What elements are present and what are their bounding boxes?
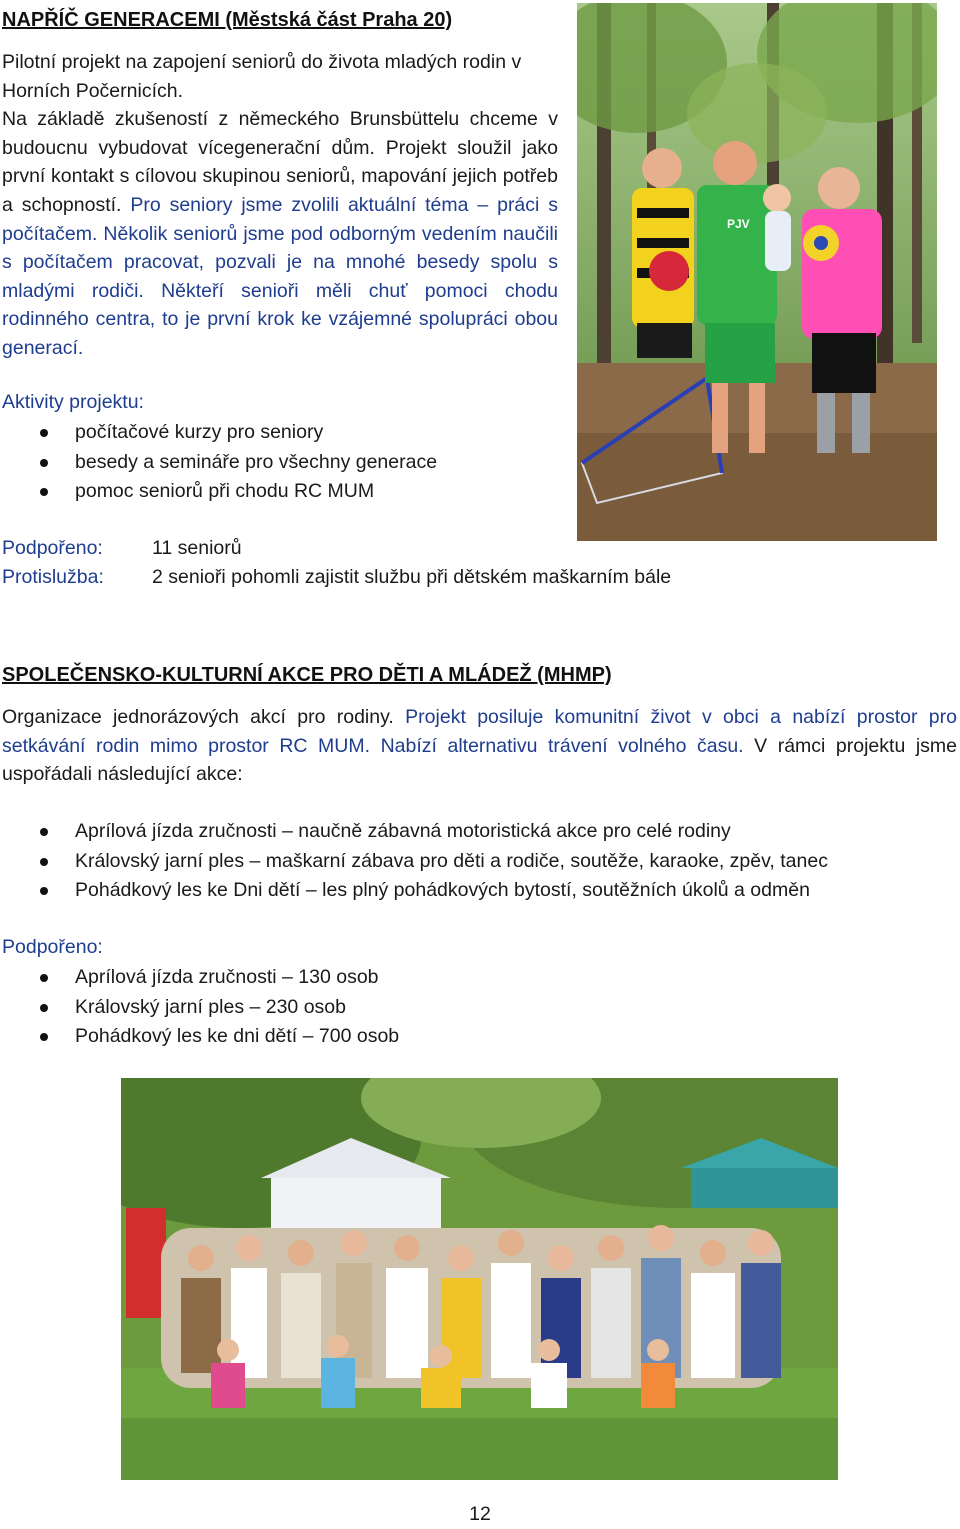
bullet-icon [40,488,48,496]
bullet-icon [40,828,48,836]
section2-para-a: Organizace jednorázových akcí pro rodiny. [2,706,394,728]
supported-value: 11 seniorů [152,537,242,559]
activity-label: pomoc seniorů při chodu RC MUM [75,480,375,502]
bullet-icon [40,1004,48,1012]
activity-label: besedy a semináře pro všechny generace [75,450,438,473]
section2-intro [2,703,957,789]
activities-label: Aktivity projektu: [2,391,144,413]
supported-item: Aprílová jízda zručnosti – 130 osob [75,966,379,988]
section2-para-b: Projekt posiluje komunitní život v obci a nabízí prostor pro setkávání rodin mimo prostor RC MUM. Nabízí alternativu trávení volného času. [2,706,957,757]
activity-label: počítačové kurzy pro seniory [75,421,324,443]
supported-list [0,963,960,1052]
list-item [0,418,560,448]
list-item [0,448,560,478]
family-forest-photo [577,3,937,541]
activities-list [0,418,560,507]
service-label: Protislužba: [2,565,104,588]
section1-blue-text: Pro seniory jsme zvolili aktuální téma – práci s počítačem. Několik seniorů jsme pod odborným vedením naučili s počítačem pracovat, pozvali je na mnohé besedy spolu s mladými rodiči. Někteří senioři měli chuť pomoci chodu rodinného centra, to je první krok ke vzájemné spolupráci obou generací. [2,193,558,359]
group-costume-photo [121,1078,838,1480]
section2-heading: SPOLEČENSKO-KULTURNÍ AKCE PRO DĚTI A MLÁDEŽ (MHMP) [2,664,612,686]
service-value: 2 senioři pohomli zajistit službu při dětském maškarním bále [152,565,672,588]
section2-para-c: V rámci projektu jsme uspořádali následující akce: [2,734,957,786]
bullet-icon [40,1033,48,1041]
list-item [0,876,960,906]
list-item [0,993,960,1023]
supported-label: Podpořeno: [2,537,103,559]
section2-para [2,703,957,789]
section1-stats [2,534,902,591]
list-item [0,847,960,877]
bullet-icon [40,459,48,467]
bullet-icon [40,974,48,982]
section1-line1: Pilotní projekt na zapojení seniorů do života mladých rodin v Horních Počernicích. [2,51,522,102]
bullet-icon [40,858,48,866]
list-item [0,1022,960,1052]
list-item [0,963,960,993]
section1-intro: Na základě zkušeností z německého Brunsbüttelu chceme v budoucnu vybudovat vícegenerační dům. Projekt sloužil jako první kontakt s cílovou skupinou seniorů, mapování jejich potřeb a schopností. [2,108,558,216]
section2-supported-label: Podpořeno: [2,936,103,958]
event-label: Aprílová jízda zručnosti – naučně zábavná motoristická akce pro celé rodiny [75,820,731,842]
jersey-text: PJV [727,217,750,231]
events-list [0,817,960,906]
supported-item: Pohádkový les ke dni dětí – 700 osob [75,1025,400,1047]
event-label: Královský jarní ples – maškarní zábava pro děti a rodiče, soutěže, karaoke, zpěv, tanec [75,849,828,872]
service-row [2,563,902,592]
list-item [0,817,960,847]
section1-text [2,48,558,363]
bullet-icon [40,429,48,437]
section1-heading: NAPŘÍČ GENERACEMI (Městská část Praha 20) [2,9,453,31]
supported-item: Královský jarní ples – 230 osob [75,995,346,1018]
bullet-icon [40,887,48,895]
event-label: Pohádkový les ke Dni dětí – les plný pohádkových bytostí, soutěžních úkolů a odměn [75,879,810,901]
section1-body [2,105,558,362]
page-number: 12 [469,1503,491,1525]
list-item [0,477,560,507]
